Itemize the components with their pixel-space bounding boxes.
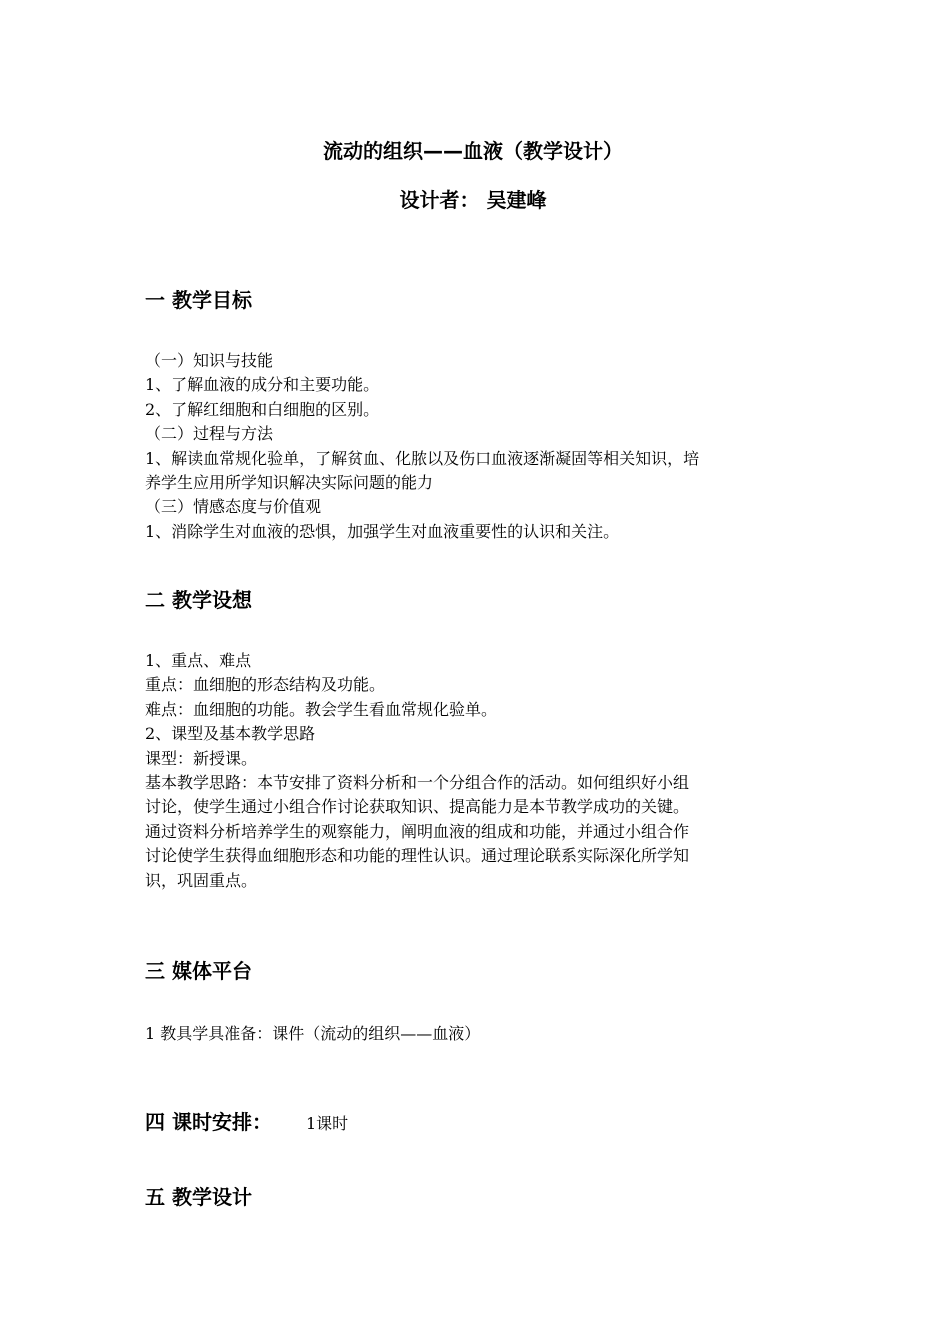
paragraph-line: 1、解读血常规化验单，了解贫血、化脓以及伤口血液逐渐凝固等相关知识，培 bbox=[145, 448, 700, 468]
paragraph-line: （二）过程与方法 bbox=[145, 424, 274, 444]
section-heading-teaching-design: 五 教学设计 bbox=[145, 1185, 252, 1209]
paragraph-line: 讨论使学生获得血细胞形态和功能的理性认识。通过理论联系实际深化所学知 bbox=[145, 846, 690, 866]
class-hours-value: 1课时 bbox=[305, 1114, 349, 1133]
paragraph-line: 课型：新授课。 bbox=[145, 748, 258, 768]
paragraph-line: 1 教具学具准备：课件（流动的组织——血液） bbox=[145, 1024, 481, 1043]
section-heading-teaching-concept: 二 教学设想 bbox=[145, 588, 252, 612]
paragraph-line: 识，巩固重点。 bbox=[145, 870, 258, 890]
paragraph-line: 养学生应用所学知识解决实际问题的能力 bbox=[145, 473, 434, 493]
paragraph-line: （一）知识与技能 bbox=[145, 351, 274, 370]
section-heading-class-hours-label: 四 课时安排： bbox=[145, 1110, 272, 1134]
paragraph-line: 1、重点、难点 bbox=[145, 651, 252, 670]
paragraph-line: 基本教学思路：本节安排了资料分析和一个分组合作的活动。如何组织好小组 bbox=[145, 773, 690, 793]
section-heading-teaching-goals: 一 教学目标 bbox=[145, 288, 252, 312]
paragraph-line: 难点：血细胞的功能。教会学生看血常规化验单。 bbox=[145, 699, 498, 719]
section-body-teaching-concept bbox=[145, 649, 689, 893]
section-body-teaching-goals bbox=[145, 349, 699, 544]
paragraph-line: 1、了解血液的成分和主要功能。 bbox=[145, 375, 380, 395]
document-title: 流动的组织——血液（教学设计） bbox=[323, 139, 623, 163]
section-body-media-platform bbox=[145, 1022, 480, 1046]
paragraph-line: 1、消除学生对血液的恐惧，加强学生对血液重要性的认识和关注。 bbox=[145, 521, 620, 541]
paragraph-line: 2、课型及基本教学思路 bbox=[145, 724, 316, 744]
paragraph-line: 通过资料分析培养学生的观察能力，阐明血液的组成和功能，并通过小组合作 bbox=[145, 821, 690, 841]
paragraph-line: 讨论，使学生通过小组合作讨论获取知识、提高能力是本节教学成功的关键。 bbox=[145, 797, 690, 817]
section-heading-media-platform: 三 媒体平台 bbox=[145, 959, 252, 983]
paragraph-line: 2、了解红细胞和白细胞的区别。 bbox=[145, 399, 380, 419]
document-author: 设计者： 吴建峰 bbox=[399, 188, 547, 212]
paragraph-line: （三）情感态度与价值观 bbox=[145, 497, 322, 517]
paragraph-line: 重点：血细胞的形态结构及功能。 bbox=[145, 675, 386, 695]
section-heading-class-hours bbox=[145, 1109, 348, 1137]
